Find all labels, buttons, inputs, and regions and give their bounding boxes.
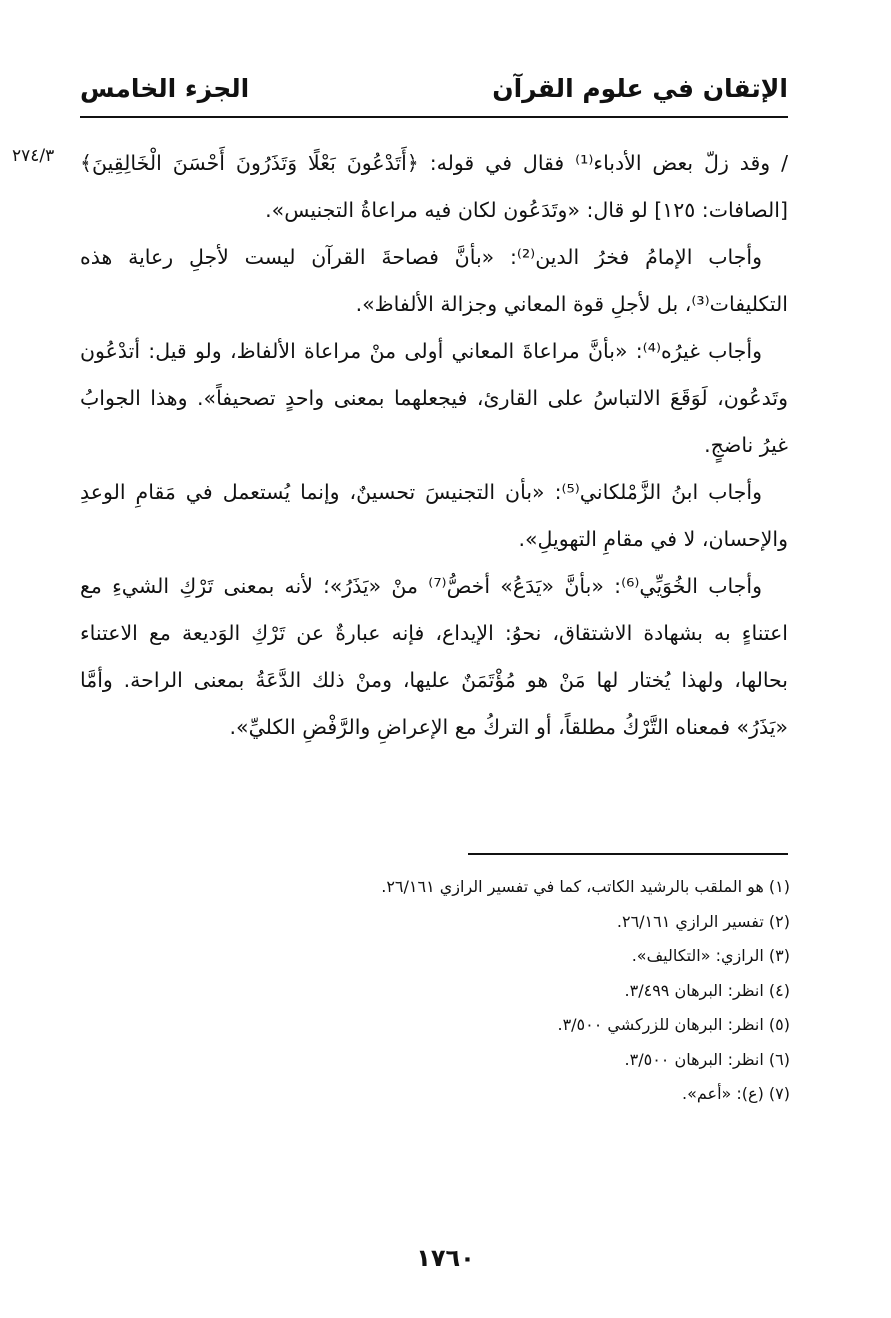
page-number: ١٧٦٠	[416, 1244, 475, 1272]
footnote-item: (٢) تفسير الرازي ٢٦/١٦١.	[616, 911, 790, 931]
footnote-item: (٥) انظر: البرهان للزركشي ٣/٥٠٠.	[557, 1015, 790, 1034]
header-divider	[80, 116, 788, 118]
footnote-divider	[468, 853, 788, 855]
part-title: الجزء الخامس	[80, 74, 250, 103]
running-header	[80, 74, 788, 114]
paragraph: وأجاب الإمامُ فخرُ الدين⁽²⁾: «بأنَّ فصاحةَ القرآن ليست لأجلِ رعاية هذه التكليفات⁽³⁾، بل لأجلِ قوة المعاني وجزالة الألفاظ».	[80, 245, 788, 316]
footnote-item: (٤) انظر: البرهان ٣/٤٩٩.	[624, 980, 790, 1000]
footnote-item: (٧) (ع): «أعم».	[682, 1084, 790, 1103]
paragraph: / وقد زلّ بعض الأدباء⁽¹⁾ فقال في قوله: ﴿أَتَدْعُونَ بَعْلًا وَتَذَرُونَ أَحْسَنَ الْخَالِقِينَ﴾ [الصافات: ١٢٥] لو قال: «وتَدَعُون لكان فيه مراعاةُ التجنيس».	[80, 151, 789, 222]
paragraph: وأجاب ابنُ الزَّمْلكاني⁽⁵⁾: «بأن التجنيسَ تحسينٌ، وإنما يُستعمل في مَقامِ الوعدِ والإحسان، لا في مقامِ التهويلِ».	[80, 480, 788, 551]
main-text	[80, 140, 788, 751]
footnote-item: (٣) الرازي: «التكاليف».	[631, 946, 790, 965]
book-title: الإتقان في علوم القرآن	[492, 74, 788, 103]
footnotes	[80, 870, 790, 1112]
paragraph: وأجاب غيرُه⁽⁴⁾: «بأنَّ مراعاةَ المعاني أولى منْ مراعاة الألفاظ، ولو قيل: أتدْعُون وتَدعُون، لَوَقَعَ الالتباسُ على القارئ، فيجعلهما بمعنى واحدٍ تصحيفاً». وهذا الجوابُ غيرُ ناضجٍ.	[80, 339, 788, 457]
paragraph: وأجاب الخُوَيِّي⁽⁶⁾: «بأنَّ «يَدَعُ» أخصُّ⁽⁷⁾ منْ «يَذَرُ»؛ لأنه بمعنى تَرْكِ الشيءِ مع اعتناءٍ به بشهادة الاشتقاق، نحوُ: الإيداع، فإنه عبارةٌ عن تَرْكِ الوَديعة مع الاعتناء بحالها، ولهذا يُختار لها مَنْ هو مُؤْتَمَنٌ عليها، ومنْ ذلك الدَّعَةُ بمعنى الراحة. وأمَّا «يَذَرُ» فمعناه التَّرْكُ مطلقاً، أو التركُ مع الإعراضِ والرَّفْضِ الكليِّ».	[80, 574, 788, 739]
volume-page-reference: ٢٧٤/٣	[12, 146, 55, 166]
footnote-item: (٦) انظر: البرهان ٣/٥٠٠.	[624, 1049, 790, 1069]
footnote-item: (١) هو الملقب بالرشيد الكاتب، كما في تفسير الرازي ٢٦/١٦١.	[381, 877, 790, 896]
